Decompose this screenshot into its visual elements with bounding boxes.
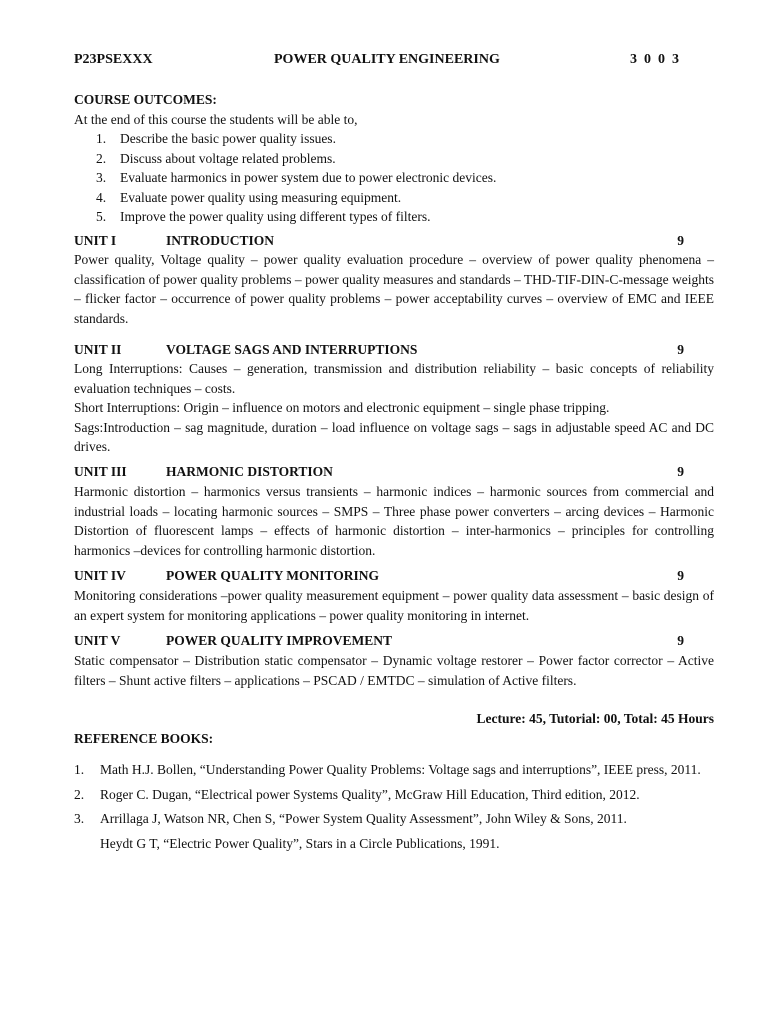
- outcome-number: 4.: [96, 189, 107, 205]
- hours-total: Lecture: 45, Tutorial: 00, Total: 45 Hours: [476, 711, 714, 726]
- outcome-item: [74, 149, 714, 169]
- unit-number: UNIT III: [74, 464, 127, 479]
- reference-item: [74, 760, 714, 780]
- outcome-text: Discuss about voltage related problems.: [120, 150, 336, 166]
- outcomes-list: [74, 129, 714, 227]
- unit-heading-1: [74, 231, 714, 251]
- reference-item: [74, 834, 714, 854]
- unit-paragraph: Static compensator – Distribution static compensator – Dynamic voltage restorer – Power factor corrector – Active filters – Shunt active filters – applications – PSCAD / EMTDC – simulation of Active filters.: [74, 653, 714, 688]
- unit-paragraph: Short Interruptions: Origin – influence on motors and electronic equipment – single phase tripping.: [74, 400, 610, 415]
- unit-paragraph: Monitoring considerations –power quality measurement equipment – power quality data assessment – basic design of an expert system for monitoring applications – power quality monitoring in internet.: [74, 588, 714, 623]
- outcome-item: [74, 207, 714, 227]
- unit-number: UNIT I: [74, 233, 117, 248]
- outcome-text: Improve the power quality using different types of filters.: [120, 209, 431, 224]
- course-credits: 3 0 0 3: [630, 52, 679, 67]
- document-header: [74, 50, 714, 70]
- outcomes-intro: At the end of this course the students will be able to,: [74, 111, 358, 127]
- unit-body-5: [74, 651, 714, 690]
- outcomes-heading: COURSE OUTCOMES:: [74, 92, 217, 107]
- reference-text: Roger C. Dugan, “Electrical power Systems Quality”, McGraw Hill Education, Third edition, 2012.: [100, 786, 640, 802]
- unit-hours: 9: [677, 342, 684, 357]
- unit-paragraph: Long Interruptions: Causes – generation, transmission and distribution reliability – basic concepts of reliability evaluation techniques – costs.: [74, 361, 714, 396]
- outcome-text: Evaluate harmonics in power system due to power electronic devices.: [120, 170, 497, 185]
- unit-paragraph: Harmonic distortion – harmonics versus transients – harmonic indices – harmonic sources from commercial and industrial loads – locating harmonic sources – SMPS – Three phase power converters – arcing devices – Harmonic Distortion of fluorescent lamps – effects of harmonic distortion – inter-harmonics – principles for controlling harmonics –devices for controlling harmonic distortion.: [74, 484, 714, 558]
- unit-body-4: [74, 586, 714, 625]
- unit-hours: 9: [677, 233, 684, 248]
- reference-text: Heydt G T, “Electric Power Quality”, Stars in a Circle Publications, 1991.: [100, 835, 500, 851]
- unit-body-2: [74, 359, 714, 457]
- references-list: [74, 760, 714, 858]
- reference-number: 1.: [74, 762, 85, 777]
- unit-body-1: [74, 250, 714, 328]
- unit-title: HARMONIC DISTORTION: [166, 464, 333, 479]
- outcome-text: Evaluate power quality using measuring equipment.: [120, 189, 402, 205]
- unit-number: UNIT IV: [74, 568, 126, 583]
- unit-paragraph: Power quality, Voltage quality – power quality evaluation procedure – overview of power quality phenomena – classification of power quality problems – power quality measures and standards – THD-TIF-DIN-C-message weights – flicker factor – occurrence of power quality problems – power acceptability curves – overview of EMC and IEEE standards.: [74, 252, 714, 326]
- course-title: POWER QUALITY ENGINEERING: [274, 52, 500, 67]
- course-code: P23PSEXXX: [74, 52, 153, 67]
- reference-text: Math H.J. Bollen, “Understanding Power Quality Problems: Voltage sags and interruptions”, IEEE press, 2011.: [100, 762, 701, 777]
- reference-number: 3.: [74, 811, 85, 826]
- outcome-number: 2.: [96, 150, 107, 166]
- reference-item: [74, 785, 714, 805]
- unit-hours: 9: [677, 464, 684, 479]
- unit-body-3: [74, 482, 714, 560]
- unit-title: POWER QUALITY MONITORING: [166, 568, 380, 583]
- unit-title: INTRODUCTION: [166, 233, 275, 248]
- unit-heading-3: [74, 462, 714, 482]
- unit-paragraph: Sags:Introduction – sag magnitude, duration – load influence on voltage sags – sags in adjustable speed AC and DC drives.: [74, 419, 714, 454]
- outcome-item: [74, 188, 714, 208]
- unit-number: UNIT II: [74, 342, 122, 357]
- reference-number: 2.: [74, 786, 85, 802]
- outcome-number: 1.: [96, 131, 107, 146]
- unit-heading-4: [74, 566, 714, 586]
- unit-number: UNIT V: [74, 633, 121, 648]
- outcome-item: [74, 129, 714, 149]
- outcome-number: 3.: [96, 170, 107, 185]
- reference-item: [74, 809, 714, 829]
- reference-text: Arrillaga J, Watson NR, Chen S, “Power System Quality Assessment”, John Wiley & Sons, 2011.: [100, 811, 627, 826]
- course-outcomes-section: [74, 90, 714, 227]
- unit-heading-5: [74, 631, 714, 651]
- unit-hours: 9: [677, 568, 684, 583]
- unit-heading-2: [74, 340, 714, 360]
- unit-title: POWER QUALITY IMPROVEMENT: [166, 633, 393, 648]
- outcome-item: [74, 168, 714, 188]
- unit-title: VOLTAGE SAGS AND INTERRUPTIONS: [166, 342, 418, 357]
- unit-hours: 9: [677, 633, 684, 648]
- references-heading: REFERENCE BOOKS:: [74, 731, 214, 746]
- outcome-text: Describe the basic power quality issues.: [120, 131, 336, 146]
- outcome-number: 5.: [96, 209, 107, 224]
